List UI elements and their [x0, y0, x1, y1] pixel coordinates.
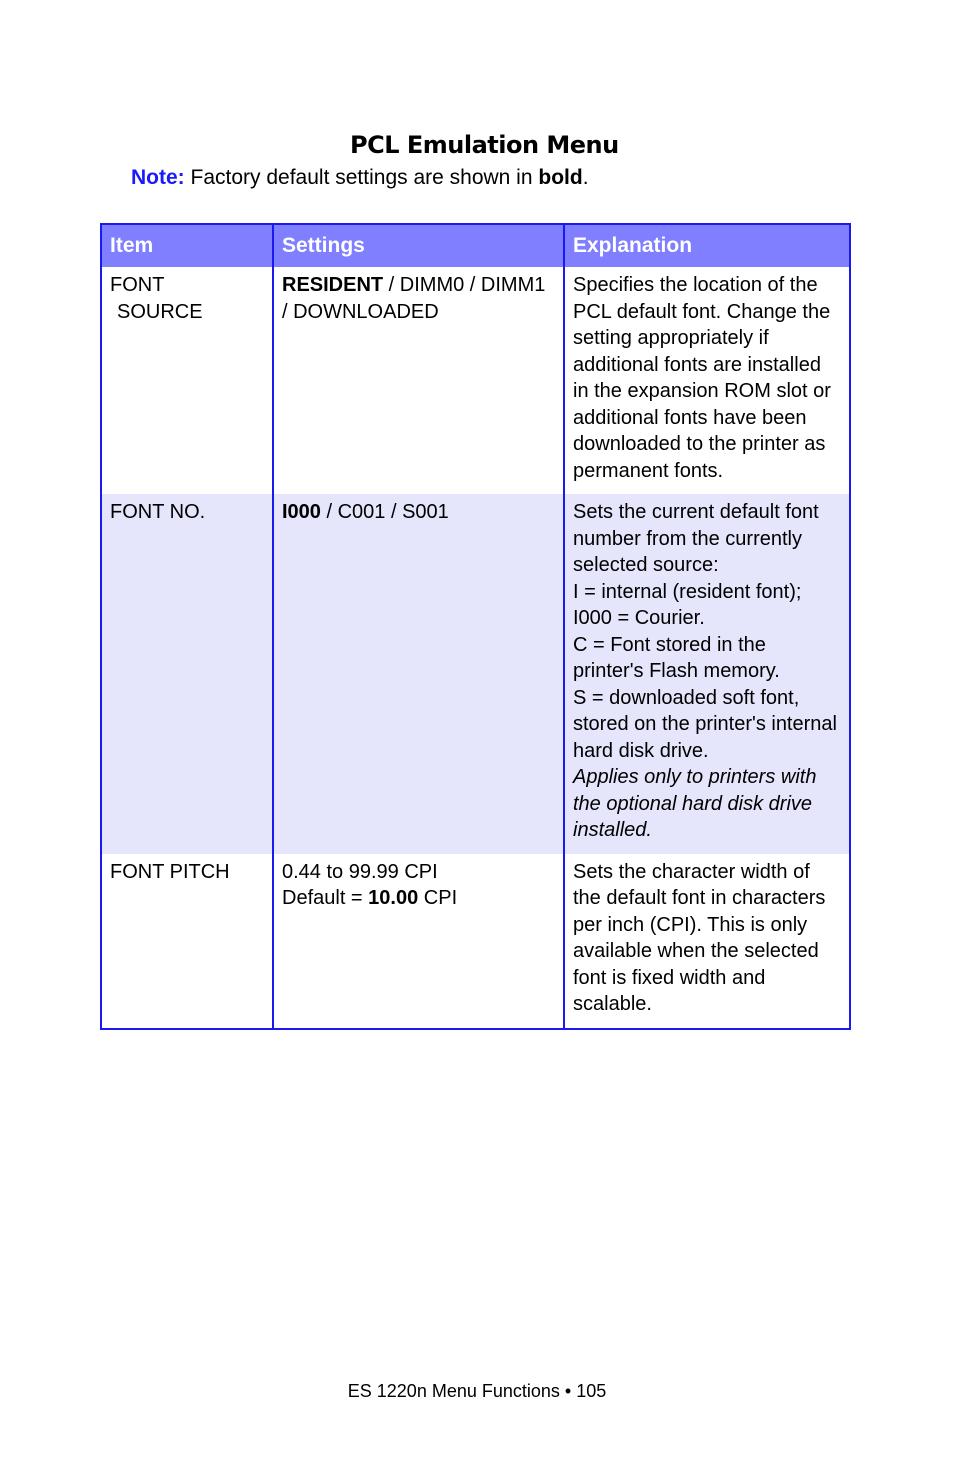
- settings-text: CPI: [418, 887, 458, 909]
- note-line: [131, 166, 589, 190]
- default-setting: RESIDENT: [282, 274, 384, 296]
- default-setting: I000: [282, 501, 321, 523]
- settings-cell: [273, 267, 564, 494]
- settings-text: / C001 / S001: [320, 501, 449, 523]
- item-text: FONT PITCH: [110, 860, 230, 883]
- item-text: SOURCE: [117, 300, 203, 323]
- item-cell: [101, 267, 273, 494]
- explanation-cell: [564, 854, 850, 1029]
- settings-cell: [273, 854, 564, 1029]
- settings-text: Default =: [282, 887, 369, 909]
- settings-text: 0.44 to 99.99 CPI: [282, 860, 438, 883]
- page-footer: ES 1220n Menu Functions • 105: [347, 1381, 607, 1401]
- settings-default-line: [282, 885, 555, 912]
- settings-cell: [273, 494, 564, 854]
- explanation-cell: [564, 494, 850, 854]
- item-cell: [101, 854, 273, 1029]
- explanation-note: Applies only to printers with the optional hard disk drive installed.: [573, 766, 817, 841]
- explanation-text: Sets the character width of the default font in characters per inch (CPI). This is only available when the selected font is fixed width and scalable.: [573, 860, 826, 1015]
- explanation-text: C = Font stored in the printer's Flash memory.: [573, 633, 780, 682]
- note-bold-word: bold: [538, 166, 583, 189]
- note-label: Note:: [131, 166, 185, 189]
- note-text: Factory default settings are shown in: [190, 166, 533, 189]
- explanation-cell: [564, 267, 850, 494]
- header-explanation: Explanation: [564, 224, 850, 267]
- table-row: [101, 494, 850, 854]
- table-row: [101, 854, 850, 1029]
- default-setting: 10.00: [368, 887, 419, 909]
- page-title: PCL Emulation Menu: [350, 131, 619, 159]
- note-end: .: [582, 166, 589, 189]
- pcl-emulation-table: [100, 223, 851, 1030]
- table-row: [101, 267, 850, 494]
- explanation-text: Sets the current default font number from the currently selected source:: [573, 501, 819, 576]
- header-settings: Settings: [273, 224, 564, 267]
- item-cell: [101, 494, 273, 854]
- header-item: Item: [101, 224, 273, 267]
- explanation-text: S = downloaded soft font, stored on the printer's internal hard disk drive.: [573, 686, 837, 762]
- explanation-text: Specifies the location of the PCL default font. Change the setting appropriately if additional fonts are installed in the expansion ROM slot or additional fonts have been downloaded to the printer as permanent fonts.: [573, 274, 831, 482]
- explanation-text: I = internal (resident font); I000 = Courier.: [573, 580, 802, 629]
- settings-text: / DIMM0 / DIMM1 / DOWNLOADED: [282, 274, 546, 323]
- item-text: FONT NO.: [110, 501, 206, 523]
- table-header-row: [101, 224, 850, 267]
- item-text: FONT: [110, 274, 165, 296]
